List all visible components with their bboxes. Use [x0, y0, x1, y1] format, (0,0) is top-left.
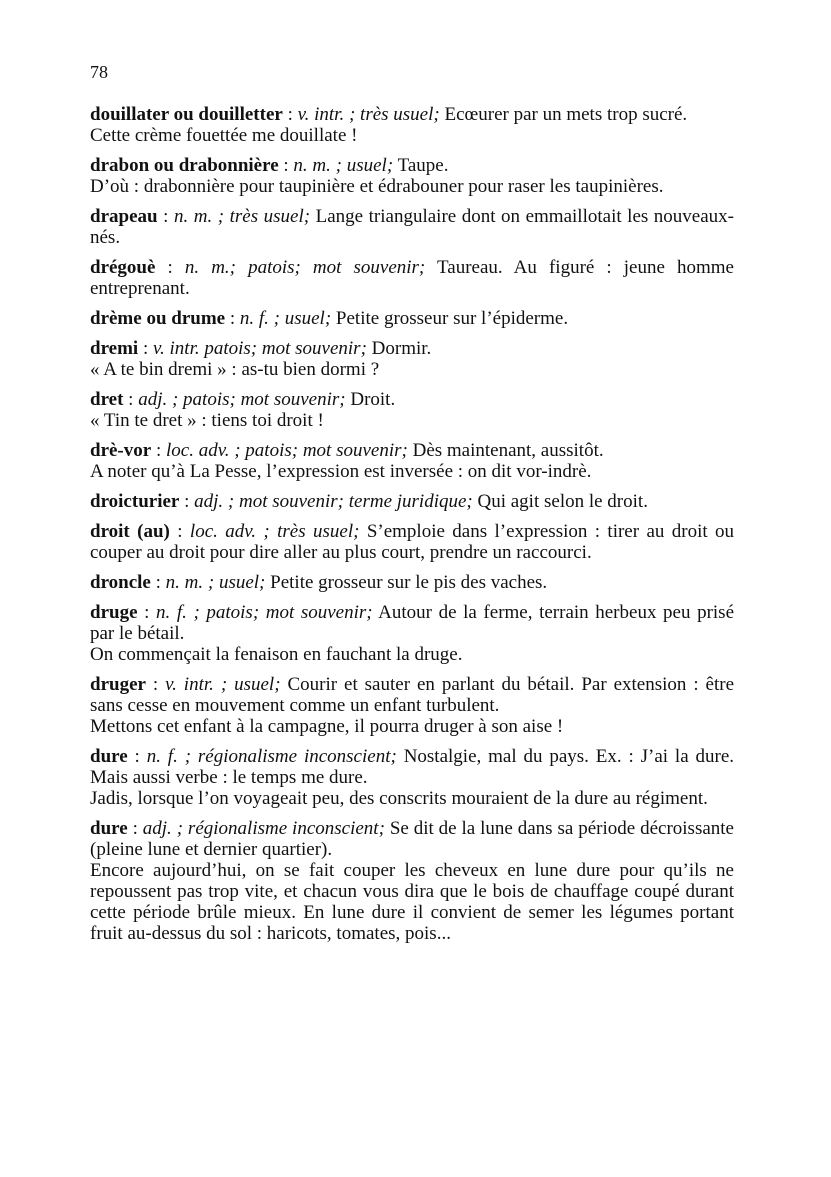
entry-definition-line: drè-vor : loc. adv. ; patois; mot souvenir; Dès maintenant, aussitôt.	[90, 440, 604, 461]
dictionary-entry	[90, 746, 734, 809]
entry-headword: druger	[90, 674, 146, 695]
entry-headword: douillater ou douilletter	[90, 104, 283, 125]
entry-definition-line: dure : n. f. ; régionalisme inconscient; Nostalgie, mal du pays. Ex. : J’ai la dure. Mais aussi verbe : le temps me dure.	[90, 746, 735, 788]
entry-definition: Nostalgie, mal du pays. Ex. : J’ai la dure. Mais aussi verbe : le temps me dure.	[90, 746, 735, 788]
entry-grammar: n. m.; patois; mot souvenir;	[184, 257, 426, 278]
entry-example: Mettons cet enfant à la campagne, il pourra druger à son aise !	[90, 716, 564, 737]
dictionary-entry	[90, 257, 734, 299]
entry-definition-line: drégouè : n. m.; patois; mot souvenir; Taureau. Au figuré : jeune homme entreprenant.	[90, 257, 734, 299]
entry-definition: Autour de la ferme, terrain herbeux peu prisé par le bétail.	[90, 602, 735, 644]
entry-example: « A te bin dremi » : as-tu bien dormi ?	[90, 359, 380, 380]
entry-definition: Courir et sauter en parlant du bétail. Par extension : être sans cesse en mouvement comme un enfant turbulent.	[90, 674, 735, 716]
entry-example: « Tin te dret » : tiens toi droit !	[90, 410, 324, 431]
entry-definition: Taureau. Au figuré : jeune homme entreprenant.	[90, 257, 734, 299]
dictionary-entry	[90, 491, 734, 512]
dictionary-entry	[90, 104, 734, 146]
entry-grammar: adj. ; régionalisme inconscient;	[142, 818, 385, 839]
entry-definition: Dès maintenant, aussitôt.	[412, 440, 604, 461]
entry-grammar: v. intr. patois; mot souvenir;	[152, 338, 367, 359]
entry-headword: drè-vor	[90, 440, 152, 461]
entry-grammar: n. f. ; patois; mot souvenir;	[155, 602, 373, 623]
entry-example: Cette crème fouettée me douillate !	[90, 125, 358, 146]
entry-example: D’où : drabonnière pour taupinière et édrabouner pour raser les taupinières.	[90, 176, 664, 197]
dictionary-entry	[90, 338, 734, 380]
entry-definition-line: druger : v. intr. ; usuel; Courir et sauter en parlant du bétail. Par extension : être sans cesse en mouvement comme un enfant turbulent.	[90, 674, 735, 716]
entry-headword: druge	[90, 602, 138, 623]
dictionary-entry	[90, 155, 734, 197]
entry-definition-line: drabon ou drabonnière : n. m. ; usuel; Taupe.	[90, 155, 449, 176]
entry-example: On commençait la fenaison en fauchant la druge.	[90, 644, 463, 665]
entry-definition-line: droncle : n. m. ; usuel; Petite grosseur sur le pis des vaches.	[90, 572, 548, 593]
dictionary-entry	[90, 308, 734, 329]
entry-headword: dure	[90, 746, 128, 767]
entry-definition: Se dit de la lune dans sa période décroissante (pleine lune et dernier quartier).	[90, 818, 734, 860]
entry-definition-line: druge : n. f. ; patois; mot souvenir; Autour de la ferme, terrain herbeux peu prisé par le bétail.	[90, 602, 735, 644]
dictionary-entries	[90, 104, 734, 953]
entry-grammar: n. f. ; usuel;	[239, 308, 332, 329]
entry-headword: droncle	[90, 572, 151, 593]
page-number: 78	[90, 62, 108, 82]
entry-definition-line: drème ou drume : n. f. ; usuel; Petite grosseur sur l’épiderme.	[90, 308, 569, 329]
entry-definition: Lange triangulaire dont on emmaillotait les nouveaux-nés.	[90, 206, 735, 248]
entry-definition: Qui agit selon le droit.	[477, 491, 648, 512]
dictionary-entry	[90, 818, 734, 944]
entry-definition-line: dure : adj. ; régionalisme inconscient; Se dit de la lune dans sa période décroissante (pleine lune et dernier quartier).	[90, 818, 734, 860]
entry-grammar: n. f. ; régionalisme inconscient;	[146, 746, 397, 767]
entry-definition: Droit.	[350, 389, 396, 410]
entry-headword: drapeau	[90, 206, 158, 227]
entry-definition: Ecœurer par un mets trop sucré.	[444, 104, 688, 125]
entry-definition-line: droit (au) : loc. adv. ; très usuel; S’emploie dans l’expression : tirer au droit ou couper au droit pour dire aller au plus court, prendre un raccourci.	[90, 521, 735, 563]
entry-headword: droit (au)	[90, 521, 170, 542]
entry-grammar: n. m. ; usuel;	[293, 155, 394, 176]
entry-definition-line: droicturier : adj. ; mot souvenir; terme juridique; Qui agit selon le droit.	[90, 491, 648, 512]
entry-definition: Dormir.	[371, 338, 432, 359]
entry-grammar: n. m. ; très usuel;	[173, 206, 311, 227]
dictionary-entry	[90, 440, 734, 482]
dictionary-entry	[90, 572, 734, 593]
entry-example: Jadis, lorsque l’on voyageait peu, des conscrits mouraient de la dure au régiment.	[90, 788, 708, 809]
dictionary-entry	[90, 521, 734, 563]
entry-headword: drème ou drume	[90, 308, 226, 329]
entry-headword: dret	[90, 389, 124, 410]
entry-definition: Taupe.	[397, 155, 449, 176]
entry-headword: droicturier	[90, 491, 180, 512]
dictionary-entry	[90, 206, 734, 248]
entry-example: A noter qu’à La Pesse, l’expression est inversée : on dit vor-indrè.	[90, 461, 592, 482]
entry-grammar: v. intr. ; très usuel;	[297, 104, 440, 125]
entry-definition-line: drapeau : n. m. ; très usuel; Lange triangulaire dont on emmaillotait les nouveaux-nés.	[90, 206, 735, 248]
entry-headword: drabon ou drabonnière	[90, 155, 279, 176]
entry-definition-line: dret : adj. ; patois; mot souvenir; Droit.	[90, 389, 396, 410]
entry-grammar: adj. ; patois; mot souvenir;	[138, 389, 346, 410]
entry-headword: dremi	[90, 338, 139, 359]
dictionary-entry	[90, 602, 734, 665]
entry-definition-line: dremi : v. intr. patois; mot souvenir; Dormir.	[90, 338, 432, 359]
entry-headword: drégouè	[90, 257, 156, 278]
entry-definition-line: douillater ou douilletter : v. intr. ; très usuel; Ecœurer par un mets trop sucré.	[90, 104, 688, 125]
entry-grammar: loc. adv. ; très usuel;	[189, 521, 360, 542]
entry-grammar: v. intr. ; usuel;	[165, 674, 281, 695]
entry-grammar: n. m. ; usuel;	[165, 572, 266, 593]
entry-grammar: adj. ; mot souvenir; terme juridique;	[194, 491, 473, 512]
entry-definition: Petite grosseur sur l’épiderme.	[335, 308, 569, 329]
dictionary-entry	[90, 674, 734, 737]
entry-example: Encore aujourd’hui, on se fait couper les cheveux en lune dure pour qu’ils ne repoussent pas trop vite, et chacun vous dira que le bois de chauffage coupé durant cette période brûle mieux. En lune dure il convient de semer les légumes portant fruit au-dessus du sol : haricots, tomates, pois...	[90, 860, 734, 944]
entry-headword: dure	[90, 818, 128, 839]
entry-definition: S’emploie dans l’expression : tirer au droit ou couper au droit pour dire aller au plus court, prendre un raccourci.	[90, 521, 735, 563]
entry-definition: Petite grosseur sur le pis des vaches.	[270, 572, 548, 593]
dictionary-entry	[90, 389, 734, 431]
entry-grammar: loc. adv. ; patois; mot souvenir;	[165, 440, 408, 461]
